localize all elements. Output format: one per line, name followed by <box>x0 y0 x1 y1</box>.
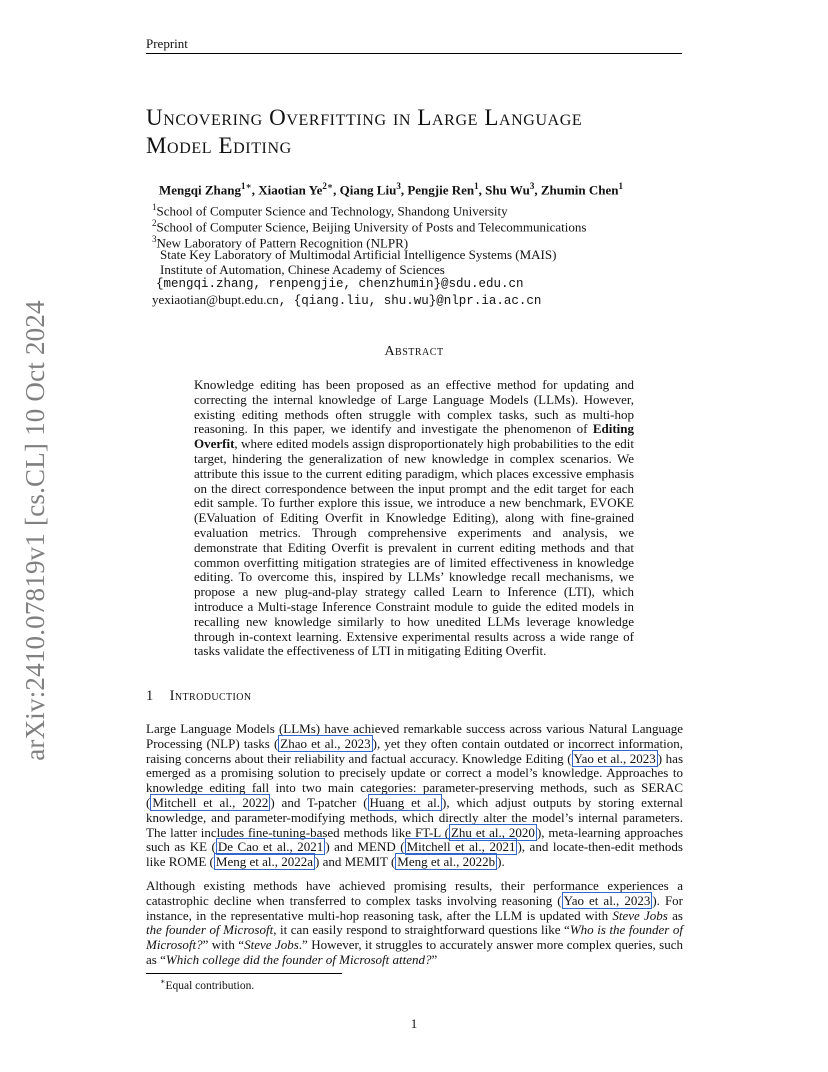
affil-sup: 1 <box>152 202 157 212</box>
abstract-text: Knowledge editing has been proposed as an effective method for updating and correcting the internal knowledge of Large Language Models (LLMs). However, existing editing methods often struggle with complex tasks, such as multi-hop reasoning. In this paper, we identify and investigate the phenomenon of <box>194 377 634 437</box>
text: ), meta-learning approaches such as KE ( <box>146 824 683 855</box>
text: as <box>667 907 683 923</box>
text: ), and locate-then-edit methods like ROME ( <box>146 839 683 870</box>
abstract-heading: Abstract <box>384 344 444 359</box>
text: ) and T-patcher ( <box>270 794 368 810</box>
italic-text: Which college did the founder of Microsoft attend? <box>165 951 432 967</box>
author-name: Xiaotian Ye <box>258 182 323 198</box>
text: ). <box>497 854 505 870</box>
text: Large Language Models (LLMs) have achieved remarkable success across various Natural Language Processing (NLP) tasks ( <box>146 721 683 751</box>
abstract-bold-term: Editing Overfit <box>194 421 634 452</box>
intro-paragraph-2 <box>146 879 683 968</box>
citation-link[interactable]: Mitchell et al., 2022 <box>152 794 269 810</box>
title-line-2: Model Editing <box>146 133 292 158</box>
footnote-mark: ∗ <box>160 977 166 986</box>
author-sup: 1 <box>474 181 479 191</box>
author-name: Shu Wu <box>485 182 530 198</box>
text: ” with “ <box>202 937 245 953</box>
affil-sup: 3 <box>152 234 157 244</box>
italic-text: the founder of Microsoft <box>146 922 274 938</box>
author-name: Mengqi Zhang <box>159 182 241 198</box>
section-heading <box>146 688 252 705</box>
title-line-1: Uncovering Overfitting in Large Language <box>146 105 583 130</box>
email-address: yexiaotian@bupt.edu.cn <box>152 292 279 307</box>
affiliation-3b: State Key Laboratory of Multimodal Artificial Intelligence Systems (MAIS) <box>160 247 557 262</box>
text: ) has emerged as a promising solution to precisely update or correct a model’s knowledge. Approaches to knowledge editing fall into two main categories: parameter-preserving methods, such as SERAC ( <box>146 750 683 810</box>
affil-text: New Laboratory of Pattern Recognition (NLPR) <box>156 235 409 251</box>
author-list: Mengqi Zhang$^{1∗}$, Xiaotian $Ye^{2∗}$, Qiang Liu$^3$, Pengjie Ren$^1$, Shu Wu$^3$, Zhumin Chen$^1$ <box>159 181 623 198</box>
text: Although existing methods have achieved promising results, their performance experiences a catastrophic decline when transferred to complex tasks involving reasoning ( <box>146 878 683 908</box>
author-name: Pengjie Ren <box>407 182 475 198</box>
footnote-text: Equal contribution. <box>165 979 255 992</box>
citation-link[interactable]: Meng et al., 2022a <box>215 854 314 870</box>
text: .” However, it struggles to accurately answer more complex queries, such as “ <box>146 937 684 967</box>
italic-text: Steve Jobs <box>612 907 668 923</box>
text: ), which adjust outputs by storing external knowledge, and parameter-modifying methods, which directly alter the model’s internal parameters. The latter includes fine-tuning-based methods like FT-L ( <box>146 794 683 840</box>
author-name: Zhumin Chen <box>540 182 619 198</box>
citation-link[interactable]: Zhao et al., 2023 <box>280 735 371 751</box>
footnote <box>160 977 254 992</box>
text: ) and MEND ( <box>325 839 405 855</box>
running-head: Preprint <box>146 36 188 51</box>
text: , it can easily respond to straightforward questions like “ <box>273 922 570 938</box>
intro-paragraph-1 <box>146 722 683 870</box>
author-sup: 1 <box>618 181 623 191</box>
citation-link[interactable]: Yao et al., 2023 <box>563 892 651 908</box>
email-line-2 <box>152 292 541 309</box>
footnote-rule <box>146 973 342 974</box>
text: ), yet they often contain outdated or incorrect information, raising concerns about their reliability and factual accuracy. Knowledge Editing ( <box>146 735 683 766</box>
arxiv-stamp <box>10 290 60 770</box>
abstract-text: , where edited models assign disproportionately high probabilities to the edit target, hindering the generalization of new knowledge in complex scenarios. We attribute this issue to the current editing paradigm, which places excessive emphasis on the direct correspondence between the input prompt and the edit target for each edit sample. To further explore this issue, we introduce a new benchmark, EVOKE (EValuation of Editing Overfit in Knowledge Editing), along with fine-grained evaluation metrics. Through comprehensive experiments and analysis, we demonstrate that Editing Overfit is prevalent in current editing methods and that common overfitting mitigation strategies are of limited effectiveness in knowledge editing. To overcome this, inspired by LLMs’ knowledge recall mechanisms, we propose a new plug-and-play strategy called Learn to Inference (LTI), which introduce a Multi-stage Inference Constraint module to guide the edited models in recalling new knowledge similarly to how unedited LLMs leverage knowledge through in-context learning. Extensive experimental results across a wide range of tasks validate the effectiveness of LTI in mitigating Editing Overfit. <box>194 436 634 659</box>
arxiv-stamp-text: arXiv:2410.07819v1 [cs.CL] 10 Oct 2024 <box>19 299 50 761</box>
author-sup: 3 <box>529 181 535 191</box>
citation-link[interactable]: Huang et al. <box>369 794 440 810</box>
email-address: , {qiang.liu, shu.wu}@nlpr.ia.ac.cn <box>278 294 542 308</box>
email-line-1: {mengqi.zhang, renpengjie, chenzhumin}@sdu.edu.cn <box>156 277 524 291</box>
text: ). For instance, in the representative multi-hop reasoning task, after the LLM is updated with <box>146 892 684 923</box>
text: ) and MEMIT ( <box>315 854 396 870</box>
author-sup: 1∗ <box>241 181 252 191</box>
paper-title <box>146 104 686 160</box>
page-number: 1 <box>410 1016 418 1031</box>
affil-sup: 2 <box>152 218 157 228</box>
section-title: Introduction <box>169 688 252 704</box>
italic-text: Who is the founder of Microsoft? <box>146 922 683 953</box>
affiliation-3c: Institute of Automation, Chinese Academy of Sciences <box>160 262 445 277</box>
affil-text: School of Computer Science and Technology, Shandong University <box>156 203 508 219</box>
affil-text: School of Computer Science, Beijing University of Posts and Telecommunications <box>156 219 587 235</box>
citation-link[interactable]: Mitchell et al., 2021 <box>406 839 516 855</box>
header-rule <box>146 53 682 54</box>
author-sup: 3 <box>396 181 401 191</box>
citation-link[interactable]: Yao et al., 2023 <box>573 750 656 766</box>
author-sup: 2∗ <box>322 181 334 191</box>
abstract-body <box>194 378 634 659</box>
section-number: 1 <box>146 688 154 704</box>
citation-link[interactable]: Meng et al., 2022b <box>397 854 496 870</box>
author-name: Qiang Liu <box>339 182 397 198</box>
text: ” <box>431 951 438 967</box>
italic-text: Steve Jobs <box>244 937 299 953</box>
citation-link[interactable]: De Cao et al., 2021 <box>217 839 324 855</box>
citation-link[interactable]: Zhu et al., 2020 <box>450 824 535 840</box>
